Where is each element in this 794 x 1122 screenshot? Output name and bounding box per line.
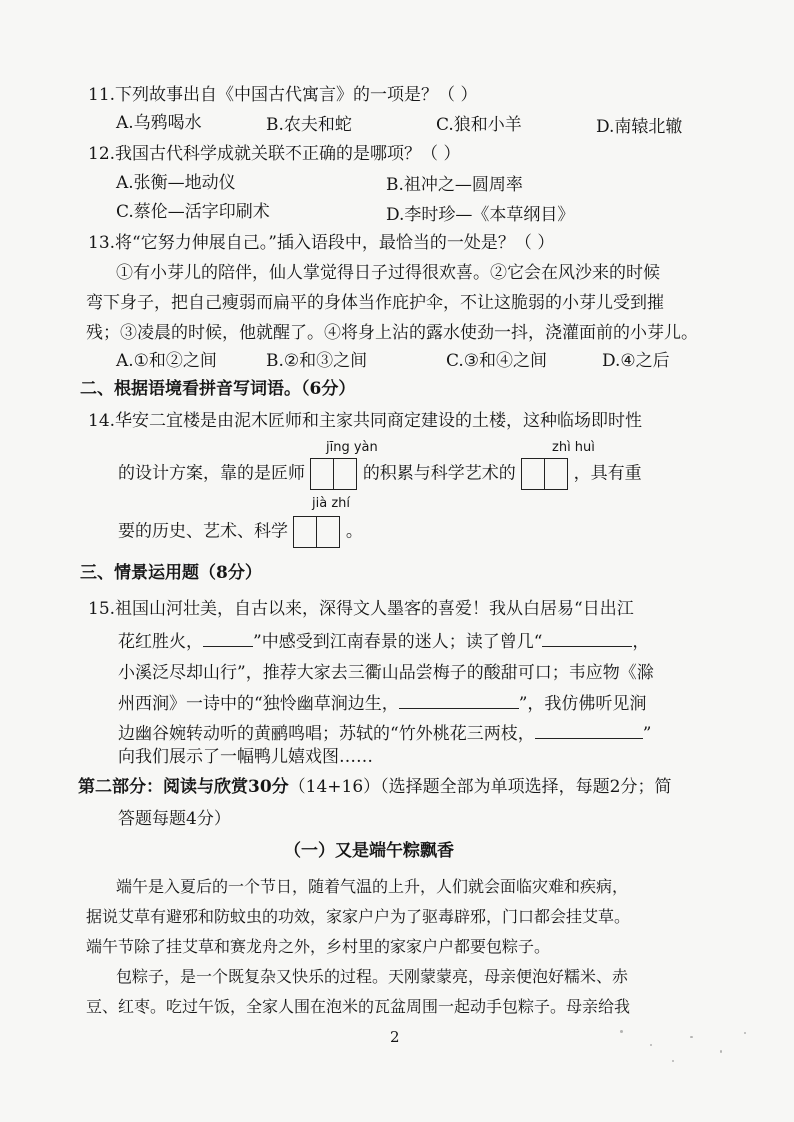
q14-line3-text-b: 。 — [345, 521, 363, 542]
q13-passage-line1: ①有小芽儿的陪伴，仙人掌觉得日子过得很欢喜。②它会在风沙来的时候 — [116, 263, 660, 283]
answer-boxes-zhihui[interactable] — [521, 458, 568, 490]
q15-blank-1[interactable] — [203, 630, 253, 647]
scan-speck — [672, 1060, 674, 1062]
section-3-heading: 三、情景运用题（8分） — [80, 563, 262, 583]
q15-line4 — [118, 692, 646, 715]
q15-line2-text-c: ， — [632, 632, 650, 652]
q13-stem: 13.将“它努力伸展自己。”插入语段中，最恰当的一处是？（ ） — [88, 233, 555, 253]
q14-line2-text-b: 的积累与科学艺术的 — [362, 463, 516, 484]
q13-option-d: D.④之后 — [602, 351, 670, 371]
q12-option-a: A.张衡—地动仪 — [116, 173, 236, 193]
q15-line5-text-b: ” — [642, 724, 652, 744]
scan-speck — [620, 1030, 623, 1033]
q15-blank-2[interactable] — [542, 630, 632, 647]
q14-line2-text-c: ，具有重 — [573, 463, 642, 484]
q12-option-c: C.蔡伦—活字印刷术 — [116, 202, 270, 222]
q13-option-c: C.③和④之间 — [446, 351, 548, 371]
q13-option-b: B.②和③之间 — [266, 351, 368, 371]
q15-line6: 向我们展示了一幅鸭儿嬉戏图…… — [118, 747, 373, 767]
q14-line3 — [118, 516, 363, 548]
q15-line4-text-b: ”，我仿佛听见涧 — [518, 694, 647, 714]
section-2-heading: 二、根据语境看拼音写词语。（6分） — [80, 379, 356, 399]
q15-line2-text-b: ”中感受到江南春景的迷人；读了曾几“ — [253, 632, 543, 652]
q12-option-b: B.祖冲之—圆周率 — [386, 175, 523, 195]
reading-paragraph-2-line1: 包粽子，是一个既复杂又快乐的过程。天刚蒙蒙亮，母亲便泡好糯米、赤 — [116, 967, 629, 986]
q13-passage-line3: 残；③凌晨的时候，他就醒了。④将身上沾的露水使劲一抖，浇灌面前的小芽儿。 — [86, 323, 698, 343]
reading-paragraph-1-line3: 端午节除了挂艾草和赛龙舟之外，乡村里的家家户户都要包粽子。 — [86, 937, 551, 956]
q13-passage-line2: 弯下身子，把自己瘦弱而扁平的身体当作庇护伞，不让这脆弱的小芽儿受到摧 — [86, 293, 664, 313]
q14-line2-text-a: 的设计方案，靠的是匠师 — [118, 463, 305, 484]
answer-boxes-jiazhi[interactable] — [293, 516, 340, 548]
q15-line4-text-a: 州西涧》一诗中的“独怜幽草涧边生， — [118, 694, 399, 714]
q15-blank-4[interactable] — [535, 722, 643, 739]
q14-line3-text-a: 要的历史、艺术、科学 — [118, 521, 288, 542]
pinyin-jingyan: jīng yàn — [326, 440, 378, 455]
q15-line5 — [118, 722, 651, 745]
q12-option-d: D.李时珍—《本草纲目》 — [386, 205, 575, 225]
q13-option-a: A.①和②之间 — [116, 351, 217, 371]
pinyin-jiazhi: jià zhí — [312, 496, 350, 511]
q11-option-d: D.南辕北辙 — [596, 117, 683, 137]
q15-blank-3[interactable] — [399, 692, 519, 709]
part-2-title: 第二部分：阅读与欣赏30分 — [78, 777, 289, 797]
q14-line2 — [118, 458, 642, 490]
q14-line1: 14.华安二宜楼是由泥木匠师和主家共同商定建设的土楼，这种临场即时性 — [88, 411, 643, 431]
q15-line3: 小溪泛尽却山行”，推荐大家去三衢山品尝梅子的酸甜可口；韦应物《滁 — [118, 663, 654, 683]
reading-title: （一）又是端午粽飘香 — [284, 841, 454, 861]
q11-stem: 11.下列故事出自《中国古代寓言》的一项是？（ ） — [88, 85, 478, 105]
scan-speck — [744, 1032, 746, 1034]
answer-boxes-jingyan[interactable] — [310, 458, 357, 490]
reading-paragraph-1-line2: 据说艾草有避邪和防蚊虫的功效，家家户户为了驱毒辟邪，门口都会挂艾草。 — [86, 907, 631, 926]
q15-line2-text-a: 花红胜火， — [118, 632, 203, 652]
q15-line1: 15.祖国山河壮美，自古以来，深得文人墨客的喜爱！我从白居易“日出江 — [88, 599, 634, 619]
scan-speck — [650, 1044, 652, 1046]
scan-speck — [720, 1050, 722, 1053]
q11-option-b: B.农夫和蛇 — [266, 115, 352, 135]
q12-stem: 12.我国古代科学成就关联不正确的是哪项？（ ） — [88, 144, 461, 164]
pinyin-zhihui: zhì huì — [552, 440, 595, 455]
reading-paragraph-1-line1: 端午是入夏后的一个节日，随着气温的上升，人们就会面临灾难和疾病， — [116, 877, 629, 896]
reading-paragraph-2-line2: 豆、红枣。吃过午饭，全家人围在泡米的瓦盆周围一起动手包粽子。母亲给我 — [86, 997, 631, 1016]
q15-line2 — [118, 630, 649, 653]
q11-option-a: A.乌鸦喝水 — [116, 113, 202, 133]
q15-line5-text-a: 边幽谷婉转动听的黄鹂鸣唱；苏轼的“竹外桃花三两枝， — [118, 724, 535, 744]
part-2-instructions: （14+16）（选择题全部为单项选择，每题2分；简 — [288, 777, 672, 797]
part-2-instructions-cont: 答题每题4分） — [118, 809, 231, 829]
page-number: 2 — [390, 1028, 400, 1046]
q11-option-c: C.狼和小羊 — [436, 115, 522, 135]
scan-speck — [690, 1036, 693, 1038]
part-2-heading — [78, 776, 672, 798]
